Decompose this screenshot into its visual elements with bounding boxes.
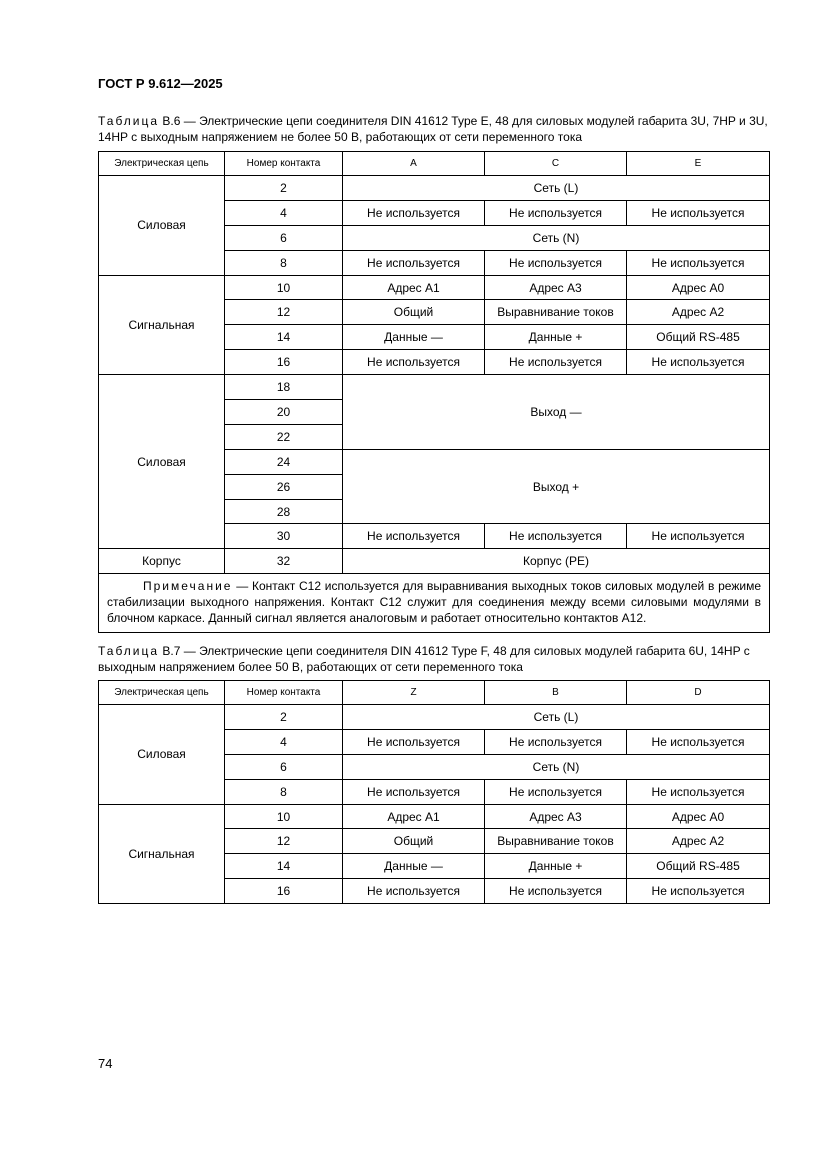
column-header: Электрическая цепь: [99, 681, 225, 705]
table-cell: Общий: [343, 829, 485, 854]
column-header: Электрическая цепь: [99, 152, 225, 176]
contact-number-cell: 26: [225, 474, 343, 499]
contact-number-cell: 14: [225, 854, 343, 879]
contact-number-cell: 28: [225, 499, 343, 524]
table-cell: Адрес A1: [343, 804, 485, 829]
table-cell: Адрес A1: [343, 275, 485, 300]
merged-cell: Сеть (N): [343, 225, 770, 250]
table-b6-caption: [98, 113, 770, 145]
contact-number-cell: 2: [225, 705, 343, 730]
table-cell: Не используется: [343, 879, 485, 904]
table-b6-caption-text: В.6 — Электрические цепи соединителя DIN 41612 Type E, 48 для силовых модулей габарита 3U, 7HP и 3U, 14HP с выходным напряжением не более 50 В, работающих от сети переменного тока: [98, 114, 768, 144]
table-cell: Не используется: [485, 200, 627, 225]
contact-number-cell: 20: [225, 400, 343, 425]
merged-cell: Сеть (L): [343, 705, 770, 730]
column-header: Номер контакта: [225, 152, 343, 176]
table-b7: [98, 680, 770, 904]
table-cell: Адрес A3: [485, 804, 627, 829]
table-cell: Адрес A2: [627, 300, 770, 325]
column-header: C: [485, 152, 627, 176]
circuit-group-cell: Силовая: [99, 705, 225, 805]
table-b7-caption-word: Таблица: [98, 644, 160, 658]
contact-number-cell: 12: [225, 300, 343, 325]
column-header: B: [485, 681, 627, 705]
circuit-group-cell: Сигнальная: [99, 275, 225, 375]
merged-cell: Корпус (PE): [343, 549, 770, 574]
table-cell: Выравнивание токов: [485, 300, 627, 325]
table-cell: Не используется: [343, 729, 485, 754]
contact-number-cell: 16: [225, 879, 343, 904]
contact-number-cell: 24: [225, 449, 343, 474]
table-cell: Не используется: [343, 779, 485, 804]
circuit-group-cell: Сигнальная: [99, 804, 225, 904]
document-id: ГОСТ Р 9.612—2025: [98, 76, 223, 91]
table-cell: Данные +: [485, 325, 627, 350]
table-cell: Не используется: [343, 200, 485, 225]
contact-number-cell: 14: [225, 325, 343, 350]
contact-number-cell: 8: [225, 250, 343, 275]
note-row: [99, 574, 770, 633]
table-cell: Данные —: [343, 325, 485, 350]
table-cell: Общий: [343, 300, 485, 325]
column-header: Номер контакта: [225, 681, 343, 705]
contact-number-cell: 6: [225, 754, 343, 779]
contact-number-cell: 4: [225, 200, 343, 225]
contact-number-cell: 16: [225, 350, 343, 375]
column-header: E: [627, 152, 770, 176]
table-b6: [98, 151, 770, 633]
table-row: [99, 705, 770, 730]
contact-number-cell: 8: [225, 779, 343, 804]
merged-cell: Выход —: [343, 375, 770, 450]
merged-cell: Сеть (N): [343, 754, 770, 779]
table-cell: Не используется: [627, 729, 770, 754]
table-cell: Данные —: [343, 854, 485, 879]
table-cell: Не используется: [343, 524, 485, 549]
table-b6-caption-word: Таблица: [98, 114, 160, 128]
table-cell: Выравнивание токов: [485, 829, 627, 854]
table-cell: Не используется: [343, 250, 485, 275]
table-note: [99, 574, 770, 633]
table-cell: Адрес A0: [627, 804, 770, 829]
table-header-row: [99, 152, 770, 176]
table-cell: Не используется: [343, 350, 485, 375]
column-header: A: [343, 152, 485, 176]
note-text: — Контакт C12 используется для выравнивания выходных токов силовых модулей в режиме стабилизации выходного напряжения. Контакт C12 служит для соединения между всеми силовыми модулями в блочном каркасе. Данный сигнал является аналоговым и работает относительно контактов A12.: [107, 579, 761, 626]
table-row: [99, 375, 770, 400]
contact-number-cell: 10: [225, 275, 343, 300]
table-cell: Не используется: [627, 779, 770, 804]
table-cell: Не используется: [627, 350, 770, 375]
contact-number-cell: 32: [225, 549, 343, 574]
table-cell: Общий RS-485: [627, 854, 770, 879]
contact-number-cell: 2: [225, 176, 343, 201]
column-header: D: [627, 681, 770, 705]
table-cell: Не используется: [485, 729, 627, 754]
column-header: Z: [343, 681, 485, 705]
merged-cell: Сеть (L): [343, 176, 770, 201]
table-cell: Не используется: [485, 879, 627, 904]
table-b7-caption: [98, 643, 770, 675]
note-word: Примечание: [143, 579, 233, 594]
merged-cell: Выход +: [343, 449, 770, 524]
page-number: 74: [98, 1056, 113, 1071]
table-cell: Не используется: [485, 524, 627, 549]
table-cell: Адрес A3: [485, 275, 627, 300]
table-row: [99, 549, 770, 574]
table-cell: Не используется: [485, 250, 627, 275]
table-row: [99, 275, 770, 300]
table-b7-caption-text: В.7 — Электрические цепи соединителя DIN 41612 Type F, 48 для силовых модулей габарита 6U, 14HP с выходным напряжением более 50 В, работающих от сети переменного тока: [98, 644, 750, 674]
table-cell: Не используется: [627, 250, 770, 275]
table-header-row: [99, 681, 770, 705]
contact-number-cell: 6: [225, 225, 343, 250]
contact-number-cell: 10: [225, 804, 343, 829]
circuit-group-cell: Силовая: [99, 375, 225, 549]
circuit-group-cell: Силовая: [99, 176, 225, 276]
table-cell: Не используется: [627, 200, 770, 225]
table-cell: Не используется: [485, 779, 627, 804]
table-cell: Не используется: [485, 350, 627, 375]
table-cell: Не используется: [627, 524, 770, 549]
table-row: [99, 804, 770, 829]
contact-number-cell: 30: [225, 524, 343, 549]
table-cell: Общий RS-485: [627, 325, 770, 350]
table-cell: Не используется: [627, 879, 770, 904]
contact-number-cell: 4: [225, 729, 343, 754]
contact-number-cell: 22: [225, 424, 343, 449]
table-cell: Адрес A2: [627, 829, 770, 854]
table-cell: Данные +: [485, 854, 627, 879]
contact-number-cell: 12: [225, 829, 343, 854]
table-row: [99, 176, 770, 201]
circuit-group-cell: Корпус: [99, 549, 225, 574]
contact-number-cell: 18: [225, 375, 343, 400]
table-cell: Адрес A0: [627, 275, 770, 300]
